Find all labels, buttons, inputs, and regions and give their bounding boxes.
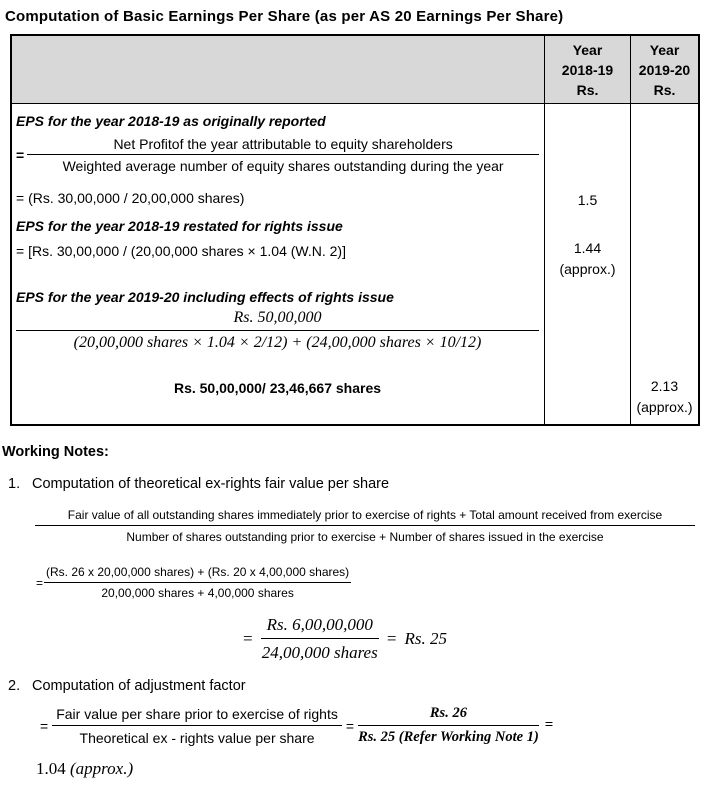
header-line: Rs. [576, 81, 599, 98]
note-number: 1. [8, 476, 21, 492]
wn2-result [36, 759, 709, 779]
equals-sign: = [16, 147, 25, 163]
fraction-eps-2019-20 [16, 308, 539, 353]
fraction-numerator: Fair value per share prior to exercise of rights [52, 705, 342, 726]
header-line: 2019-20 [638, 61, 691, 78]
fraction-eps-formula [16, 135, 539, 175]
eps-table [10, 34, 700, 426]
calc-line-eps-restated: = [Rs. 30,00,000 / (20,00,000 shares × 1.04 (W.N. 2)] [16, 243, 346, 259]
fraction-numerator: Rs. 26 [358, 704, 539, 726]
fraction-denominator: Rs. 25 (Refer Working Note 1) [358, 729, 539, 745]
wn1-substitution-fraction [36, 565, 709, 601]
header-line: Rs. [653, 81, 676, 98]
header-spacer-cell [12, 36, 544, 103]
fraction-denominator: Number of shares outstanding prior to exercise + Number of shares issued in the exercise [126, 530, 604, 544]
value-eps-original: 1.5 [577, 192, 598, 208]
equals-sign: = [345, 717, 355, 734]
header-line: 2018-19 [561, 61, 614, 78]
fraction-numerator: (Rs. 26 x 20,00,000 shares) + (Rs. 20 x 4,00,000 shares) [44, 565, 351, 583]
result-line-eps-2019-20: Rs. 50,00,000/ 23,46,667 shares [173, 380, 382, 396]
value-eps-restated-approx: (approx.) [559, 261, 616, 277]
fraction-denominator: Weighted average number of equity shares outstanding during the year [62, 158, 504, 174]
table-body-row [12, 104, 698, 424]
header-line: Year [649, 41, 680, 58]
wn2-equation [36, 704, 709, 747]
fraction-numerator: Fair value of all outstanding shares immediately prior to exercise of rights + Total amount received from exercise [35, 508, 695, 526]
working-note-2-title-row [0, 678, 709, 694]
value-eps-2019-20: 2.13 [650, 378, 679, 394]
section-heading-eps-restated: EPS for the year 2018-19 restated for rights issue [16, 218, 343, 234]
fraction-numerator: Rs. 50,00,000 [16, 308, 539, 331]
equals-sign: = [544, 717, 554, 733]
value-eps-restated: 1.44 [573, 240, 602, 256]
column-year-2018-19 [544, 104, 630, 424]
fraction-denominator: (20,00,000 shares × 1.04 × 2/12) + (24,00,000 shares × 10/12) [73, 334, 482, 351]
fraction-stack [358, 704, 539, 747]
column-year-2019-20 [630, 104, 698, 424]
equals-sign: = [243, 628, 253, 648]
fraction-stack [27, 135, 539, 175]
header-line: Year [572, 41, 603, 58]
working-note-1-title-row [0, 476, 709, 492]
wn1-definition-fraction [35, 508, 695, 545]
equals-sign: = [40, 717, 49, 734]
section-heading-eps-original: EPS for the year 2018-19 as originally reported [16, 113, 326, 129]
fraction-stack [261, 613, 379, 664]
table-header-row [12, 36, 698, 104]
calc-line-eps-original: = (Rs. 30,00,000 / 20,00,000 shares) [16, 190, 245, 206]
result-approx-note: (approx.) [70, 759, 134, 778]
page-title: Computation of Basic Earnings Per Share (as per AS 20 Earnings Per Share) [5, 8, 564, 25]
fraction-numerator: Rs. 6,00,00,000 [261, 613, 379, 639]
fraction-denominator: Theoretical ex - rights value per share [79, 729, 315, 746]
equals-sign: = [386, 628, 397, 648]
fraction-stack [52, 705, 342, 747]
wn1-result-equation [235, 613, 709, 664]
table-main-column [12, 104, 544, 424]
header-year-2019-20 [630, 36, 698, 103]
value-eps-2019-20-approx: (approx.) [636, 399, 693, 415]
note-number: 2. [8, 678, 21, 694]
result-value: Rs. 25 [404, 628, 447, 648]
equals-sign: = [36, 576, 44, 590]
header-year-2018-19 [544, 36, 630, 103]
note-title: Computation of adjustment factor [32, 678, 246, 694]
note-title: Computation of theoretical ex-rights fair value per share [32, 476, 390, 492]
result-value: 1.04 [36, 759, 70, 778]
section-heading-eps-2019-20: EPS for the year 2019-20 including effects of rights issue [16, 289, 394, 305]
fraction-stack [44, 565, 351, 601]
fraction-numerator: Net Profitof the year attributable to equity shareholders [27, 135, 539, 155]
fraction-denominator: 20,00,000 shares + 4,00,000 shares [101, 586, 294, 600]
fraction-denominator: 24,00,000 shares [261, 643, 378, 662]
working-notes-heading: Working Notes: [2, 444, 109, 460]
